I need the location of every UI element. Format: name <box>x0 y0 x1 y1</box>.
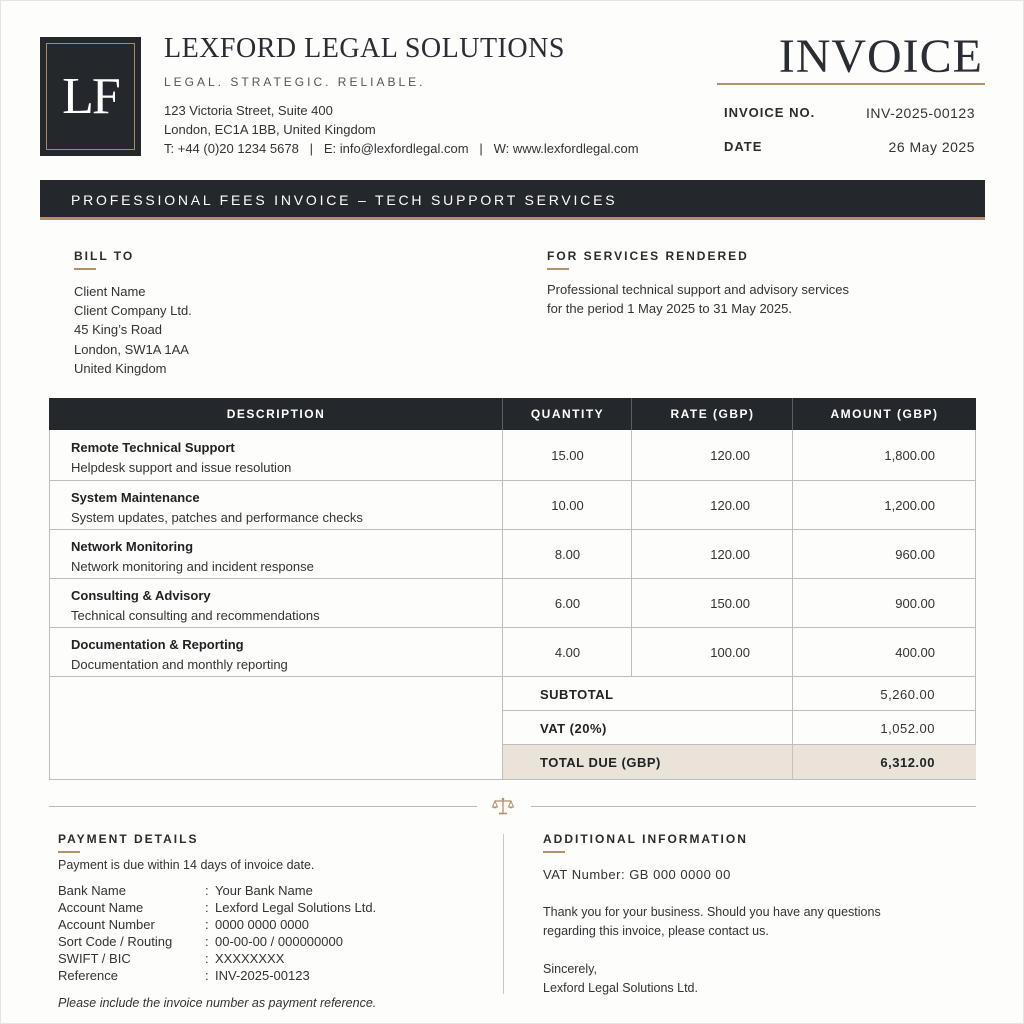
item-title: Consulting & Advisory <box>71 588 211 603</box>
item-title: Network Monitoring <box>71 539 194 554</box>
item-description: Network monitoring and incident response <box>71 559 314 574</box>
item-quantity: 4.00 <box>554 645 581 660</box>
bill-to-line: Client Name <box>74 284 146 299</box>
company-address-line2: London, EC1A 1BB, United Kingdom <box>164 122 376 137</box>
item-amount: 960.00 <box>895 547 935 562</box>
header-rate: RATE (GBP) <box>670 407 755 421</box>
item-amount: 900.00 <box>895 596 935 611</box>
thanks-line: Thank you for your business. Should you have any questions <box>543 905 881 919</box>
signoff: Lexford Legal Solutions Ltd. <box>543 981 698 995</box>
table-row <box>49 628 976 677</box>
payment-field-key: Account Number <box>58 917 155 932</box>
bill-to-label: BILL TO <box>74 249 135 263</box>
table-row <box>49 481 976 530</box>
item-title: Remote Technical Support <box>71 440 235 455</box>
header-description: DESCRIPTION <box>226 407 326 421</box>
item-quantity: 6.00 <box>554 596 581 611</box>
title-rule <box>717 83 985 85</box>
item-rate: 120.00 <box>710 448 750 463</box>
company-logo <box>40 37 141 156</box>
item-description: Technical consulting and recommendations <box>71 608 320 623</box>
payment-field-value: 00-00-00 / 000000000 <box>215 934 343 949</box>
scales-of-justice-icon <box>491 796 515 816</box>
payment-field-colon: : <box>205 951 209 966</box>
item-amount: 1,800.00 <box>884 448 935 463</box>
total-due-row <box>503 745 976 779</box>
section-divider <box>531 806 976 807</box>
invoice-title: INVOICE <box>778 30 983 83</box>
payment-field-value: XXXXXXXX <box>215 951 285 966</box>
footer-column-divider <box>503 834 504 994</box>
total-due-label: TOTAL DUE (GBP) <box>540 755 661 770</box>
item-rate: 120.00 <box>710 547 750 562</box>
invoice-date-label: DATE <box>724 139 763 154</box>
payment-field-colon: : <box>205 883 209 898</box>
header-amount: AMOUNT (GBP) <box>830 407 939 421</box>
bill-to-line: 45 King’s Road <box>74 322 162 337</box>
item-quantity: 10.00 <box>551 498 584 513</box>
thanks-line: regarding this invoice, please contact us. <box>543 924 769 938</box>
bill-to-line: Client Company Ltd. <box>74 303 192 318</box>
payment-field-key: Bank Name <box>58 883 126 898</box>
logo-monogram: LF <box>62 68 119 125</box>
company-address-line1: 123 Victoria Street, Suite 400 <box>164 103 333 118</box>
invoice-date: 26 May 2025 <box>888 139 975 155</box>
additional-info-rule <box>543 851 565 853</box>
item-rate: 120.00 <box>710 498 750 513</box>
header-quantity: QUANTITY <box>530 407 605 421</box>
payment-field-colon: : <box>205 917 209 932</box>
payment-details-rule <box>58 851 80 853</box>
item-title: System Maintenance <box>71 490 200 505</box>
payment-field-key: Reference <box>58 968 118 983</box>
services-line: Professional technical support and advisory services <box>547 282 850 297</box>
item-rate: 100.00 <box>710 645 750 660</box>
payment-field-key: SWIFT / BIC <box>58 951 131 966</box>
item-amount: 1,200.00 <box>884 498 935 513</box>
payment-details-label: PAYMENT DETAILS <box>58 832 199 846</box>
additional-info-label: ADDITIONAL INFORMATION <box>543 832 748 846</box>
payment-field-value: Lexford Legal Solutions Ltd. <box>215 900 377 915</box>
item-description: Documentation and monthly reporting <box>71 657 288 672</box>
table-row <box>49 530 976 579</box>
payment-note: Please include the invoice number as payment reference. <box>58 996 377 1010</box>
item-description: System updates, patches and performance checks <box>71 510 363 525</box>
payment-field-key: Sort Code / Routing <box>58 934 173 949</box>
company-tagline: LEGAL. STRATEGIC. RELIABLE. <box>164 75 426 89</box>
table-row <box>49 431 976 480</box>
services-line: for the period 1 May 2025 to 31 May 2025. <box>547 301 792 316</box>
item-description: Helpdesk support and issue resolution <box>71 460 292 475</box>
bill-to-rule <box>74 268 96 270</box>
bill-to-line: United Kingdom <box>74 361 167 376</box>
invoice-banner <box>40 180 985 220</box>
payment-field-colon: : <box>205 900 209 915</box>
item-rate: 150.00 <box>710 596 750 611</box>
closing: Sincerely, <box>543 962 597 976</box>
vat-label: VAT (20%) <box>540 721 607 736</box>
item-title: Documentation & Reporting <box>71 637 244 652</box>
payment-intro: Payment is due within 14 days of invoice date. <box>58 858 315 872</box>
vat-number: VAT Number: GB 000 0000 00 <box>543 867 731 882</box>
bill-to-line: London, SW1A 1AA <box>74 342 189 357</box>
table-header <box>49 398 976 430</box>
column-divider <box>792 745 793 779</box>
item-quantity: 8.00 <box>554 547 581 562</box>
vat-value: 1,052.00 <box>880 721 935 736</box>
total-due-value: 6,312.00 <box>880 755 935 770</box>
payment-field-value: Your Bank Name <box>215 883 313 898</box>
subtotal-value: 5,260.00 <box>880 687 935 702</box>
invoice-number-label: INVOICE NO. <box>724 105 816 120</box>
subtotal-row <box>503 677 976 711</box>
item-amount: 400.00 <box>895 645 935 660</box>
company-name: LEXFORD LEGAL SOLUTIONS <box>164 33 565 64</box>
payment-field-colon: : <box>205 968 209 983</box>
payment-field-value: INV-2025-00123 <box>215 968 310 983</box>
payment-field-value: 0000 0000 0000 <box>215 917 309 932</box>
services-label: FOR SERVICES RENDERED <box>547 249 749 263</box>
payment-field-colon: : <box>205 934 209 949</box>
company-contact-line: T: +44 (0)20 1234 5678 | E: info@lexfordlegal.com | W: www.lexfordlegal.com <box>164 141 639 156</box>
vat-row <box>503 711 976 745</box>
item-quantity: 15.00 <box>551 448 584 463</box>
invoice-number: INV-2025-00123 <box>866 105 975 121</box>
line-items-table <box>49 398 976 780</box>
subtotal-label: SUBTOTAL <box>540 687 614 702</box>
services-rule <box>547 268 569 270</box>
table-row <box>49 579 976 628</box>
section-divider <box>49 806 477 807</box>
banner-title: PROFESSIONAL FEES INVOICE – TECH SUPPORT SERVICES <box>71 192 618 208</box>
payment-field-key: Account Name <box>58 900 144 915</box>
